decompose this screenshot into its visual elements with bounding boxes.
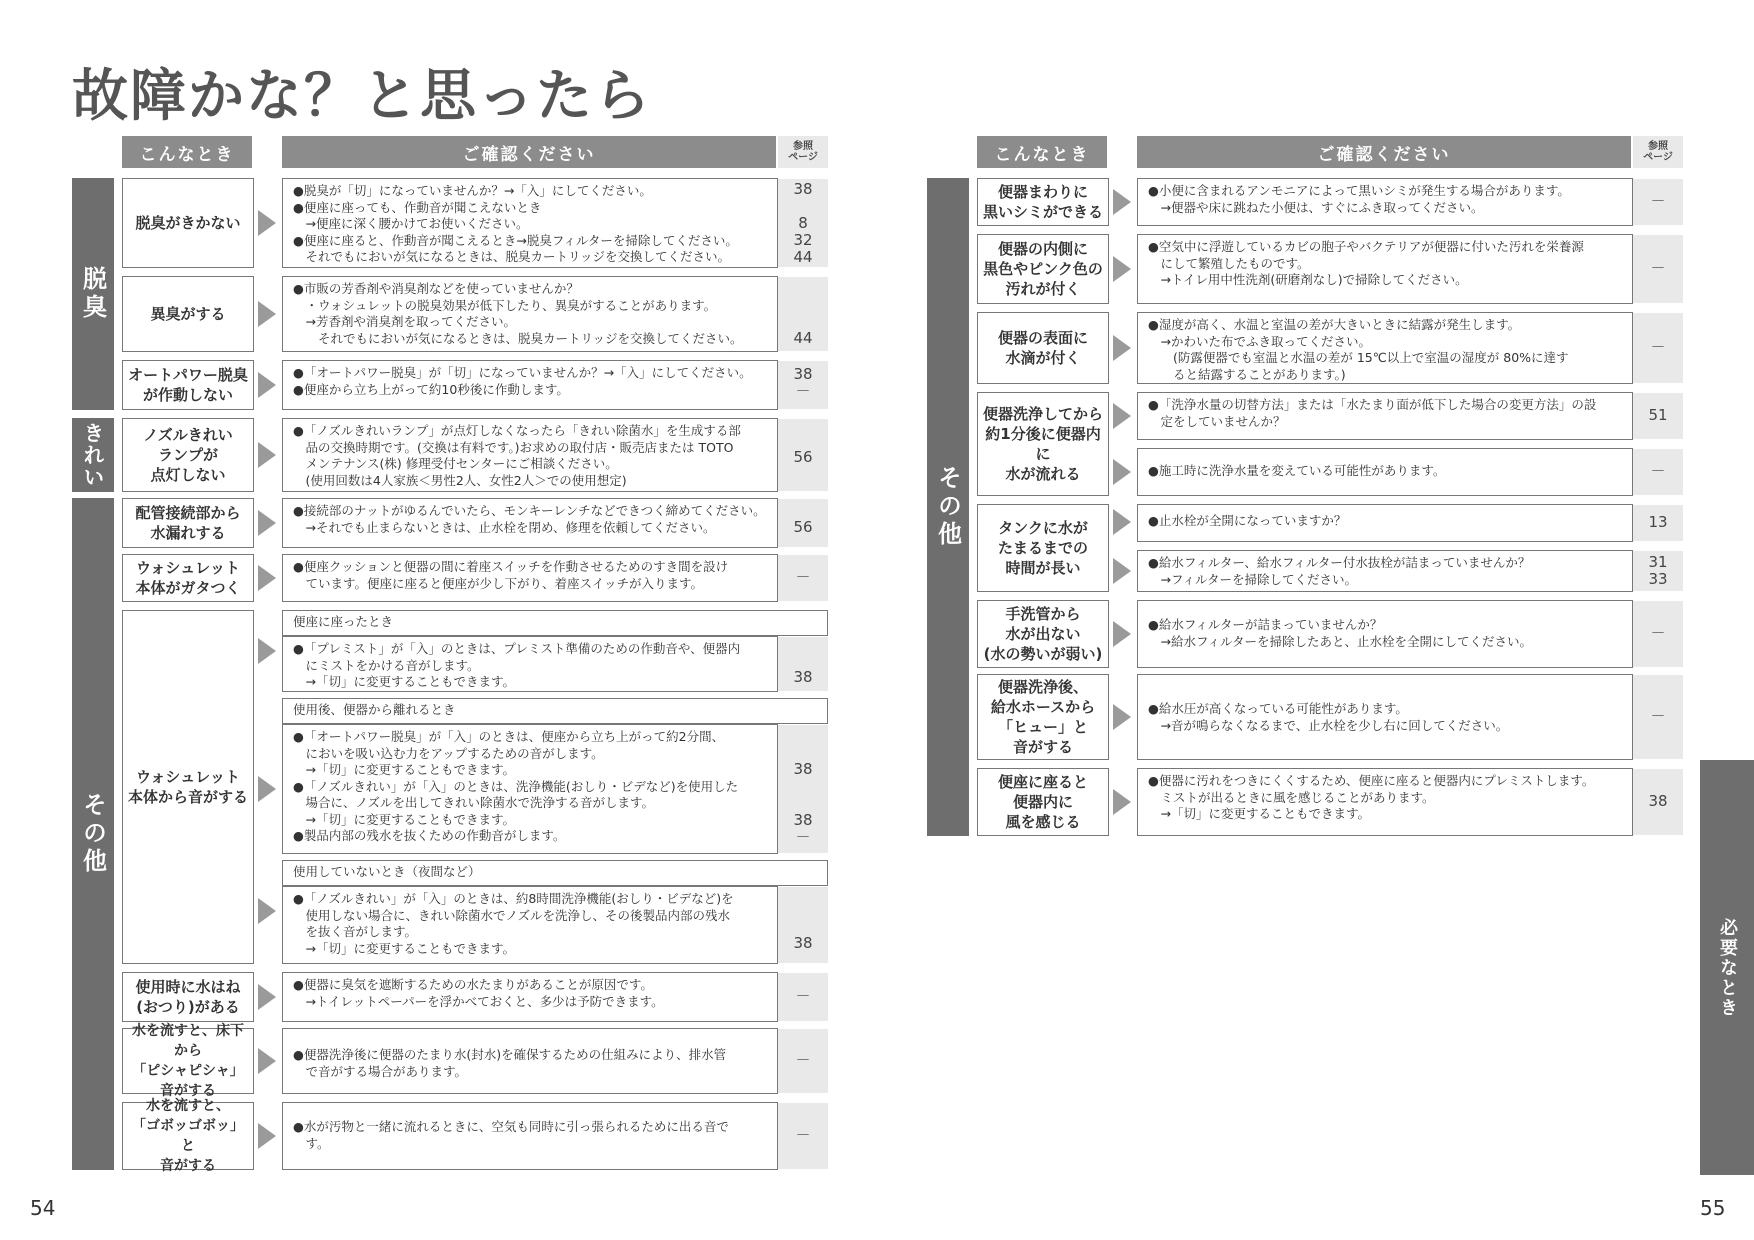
section-other-left: その他 — [72, 498, 114, 1170]
check-text: ●便座クッションと便器の間に着座スイッチを作動させるためのすき間を設け ています。便座に座ると便座が少し下がり、着座スイッチが入ります。 — [282, 554, 778, 602]
check-text: ●「ノズルきれいランプ」が点灯しなくなったら「きれい除菌水」を生成する部 品の交換時期です。(交換は有料です。)お求めの取付店・販売店または TOTO メンテナンス(株) 修理受付センターにご相談ください。 (使用回数は4人家族＜男性2人、女性2人＞での使用想定) — [282, 418, 778, 492]
ref-page: － — [1633, 179, 1683, 225]
check-text: ●便器に臭気を遮断するための水たまりがあることが原因です。 →トイレットペーパーを浮かべておくと、多少は予防できます。 — [282, 972, 778, 1022]
arrow-right-icon — [1113, 621, 1131, 647]
check-text: ●脱臭が「切」になっていませんか？→「入」にしてください。 ●便座に座っても、作動音が聞こえないとき →便座に深く腰かけてお使いください。 ●便座に座ると、作動音が聞こえるとき→脱臭フィルターを掃除してください。 それでもにおいが気になるときは、脱臭カートリッジを交換してください。 — [282, 178, 778, 268]
ref-page: 51 — [1633, 393, 1683, 439]
arrow-right-icon — [1113, 789, 1131, 815]
arrow-right-icon — [258, 1123, 276, 1149]
ref-page: 13 — [1633, 505, 1683, 541]
arrow-right-icon — [1113, 509, 1131, 535]
arrow-right-icon — [1113, 403, 1131, 429]
check-text: ●接続部のナットがゆるんでいたら、モンキーレンチなどできつく締めてください。 →それでも止まらないときは、止水栓を閉め、修理を依頼してください。 — [282, 498, 778, 548]
arrow-right-icon — [1113, 459, 1131, 485]
case-label: 異臭がする — [122, 276, 254, 352]
arrow-right-icon — [1113, 558, 1131, 584]
arrow-right-icon — [258, 372, 276, 398]
check-subheading: 使用していないとき（夜間など） — [282, 860, 828, 886]
ref-page: 38 8 32 44 — [778, 179, 828, 267]
side-tab: 必要なとき — [1700, 760, 1754, 1175]
case-label: 水を流すと、床下から 「ピシャピシャ」 音がする — [122, 1028, 254, 1094]
case-label: 使用時に水はね (おつり)がある — [122, 972, 254, 1022]
ref-page: － — [778, 973, 828, 1021]
ref-page: 38 － — [778, 361, 828, 409]
case-label: 便器洗浄後、 給水ホースから 「ヒュー」と 音がする — [977, 674, 1109, 760]
arrow-right-icon — [258, 984, 276, 1010]
ref-page: 44 — [778, 277, 828, 351]
arrow-right-icon — [258, 638, 276, 664]
page-number-right: 55 — [1700, 1196, 1726, 1220]
arrow-right-icon — [258, 898, 276, 924]
ref-page: 38 — [778, 637, 828, 691]
header-when: こんなとき — [122, 136, 252, 168]
ref-page: － — [778, 1103, 828, 1169]
case-label: 水を流すと、 「ゴボッゴボッ」と 音がする — [122, 1102, 254, 1170]
check-text: ●「プレミスト」が「入」のときは、プレミスト準備のための作動音や、便器内 にミストをかける音がします。 →「切」に変更することもできます。 — [282, 636, 778, 692]
check-text: ●「洗浄水量の切替方法」または「水たまり面が低下した場合の変更方法」の設 定をしていませんか？ — [1137, 392, 1633, 440]
arrow-right-icon — [258, 210, 276, 236]
arrow-right-icon — [258, 565, 276, 591]
arrow-right-icon — [258, 776, 276, 802]
page-title: 故障かな？と思ったら — [72, 64, 652, 129]
case-label: 便器洗浄してから 約1分後に便器内に 水が流れる — [977, 392, 1109, 496]
header-ref: 参照 ページ — [778, 136, 828, 168]
case-label: 便器の表面に 水滴が付く — [977, 312, 1109, 384]
check-text: ●市販の芳香剤や消臭剤などを使っていませんか？ ・ウォシュレットの脱臭効果が低下したり、異臭がすることがあります。 →芳香剤や消臭剤を取ってください。 それでもにおいが気になるときは、脱臭カートリッジを交換してください。 — [282, 276, 778, 352]
check-text: ●「オートパワー脱臭」が「切」になっていませんか？→「入」にしてください。 ●便座から立ち上がって約10秒後に作動します。 — [282, 360, 778, 410]
header-check: ご確認ください — [282, 136, 776, 168]
check-subheading: 使用後、便器から離れるとき — [282, 698, 828, 724]
arrow-right-icon — [258, 301, 276, 327]
check-text: ●便器に汚れをつきにくくするため、便座に座ると便器内にプレミストします。 ミストが出るときに風を感じることがあります。 →「切」に変更することもできます。 — [1137, 768, 1633, 836]
ref-page: 38 — [778, 887, 828, 963]
ref-page: 56 — [778, 499, 828, 547]
case-label: 便器の内側に 黒色やピンク色の 汚れが付く — [977, 234, 1109, 304]
header-when-right: こんなとき — [977, 136, 1107, 168]
header-ref-right: 参照 ページ — [1633, 136, 1683, 168]
ref-page: － — [778, 555, 828, 601]
check-subheading: 便座に座ったとき — [282, 610, 828, 636]
ref-page: － — [1633, 235, 1683, 303]
check-text: ●給水フィルターが詰まっていませんか？ →給水フィルターを掃除したあと、止水栓を全開にしてください。 — [1137, 600, 1633, 668]
check-text: ●給水フィルター、給水フィルター付水抜栓が詰まっていませんか？ →フィルターを掃除してください。 — [1137, 550, 1633, 592]
case-label: 便座に座ると 便器内に 風を感じる — [977, 768, 1109, 836]
ref-page: － — [1633, 313, 1683, 383]
arrow-right-icon — [1113, 189, 1131, 215]
header-check-right: ご確認ください — [1137, 136, 1631, 168]
case-label: ウォシュレット 本体がガタつく — [122, 554, 254, 602]
ref-page: 38 38 － — [778, 725, 828, 853]
section-deodorize: 脱臭 — [72, 178, 114, 410]
case-label: 配管接続部から 水漏れする — [122, 498, 254, 548]
case-label: オートパワー脱臭 が作動しない — [122, 360, 254, 410]
ref-page: － — [1633, 675, 1683, 759]
check-text: ●小便に含まれるアンモニアによって黒いシミが発生する場合があります。 →便器や床に跳ねた小便は、すぐにふき取ってください。 — [1137, 178, 1633, 226]
check-text: ●水が汚物と一緒に流れるときに、空気も同時に引っ張られるために出る音で す。 — [282, 1102, 778, 1170]
case-label: 手洗管から 水が出ない (水の勢いが弱い) — [977, 600, 1109, 668]
check-text: ●「オートパワー脱臭」が「入」のときは、便座から立ち上がって約2分間、 においを吸い込む力をアップするための音がします。 →「切」に変更することもできます。 ●「ノズルきれい」が「入」のときは、洗浄機能(おしり・ビデなど)を使用した 場合に、ノズルを出してきれい除菌水で洗浄する音がします。 →「切」に変更することもできます。 ●製品内部の残水を抜くための作動音がします。 — [282, 724, 778, 854]
check-text: ●給水圧が高くなっている可能性があります。 →音が鳴らなくなるまで、止水栓を少し右に回してください。 — [1137, 674, 1633, 760]
case-label: タンクに水が たまるまでの 時間が長い — [977, 504, 1109, 592]
check-text: ●便器洗浄後に便器のたまり水(封水)を確保するための仕組みにより、排水管 で音がする場合があります。 — [282, 1028, 778, 1094]
check-text: ●施工時に洗浄水量を変えている可能性があります。 — [1137, 448, 1633, 496]
arrow-right-icon — [1113, 335, 1131, 361]
section-clean: きれい — [72, 418, 114, 492]
case-label: ノズルきれい ランプが 点灯しない — [122, 418, 254, 492]
ref-page: 56 — [778, 419, 828, 491]
section-other-right: その他 — [927, 178, 969, 836]
page-number-left: 54 — [30, 1196, 56, 1220]
ref-page: － — [1633, 601, 1683, 667]
ref-page: － — [1633, 449, 1683, 495]
check-text: ●止水栓が全開になっていますか？ — [1137, 504, 1633, 542]
ref-page: 31 33 — [1633, 551, 1683, 591]
arrow-right-icon — [258, 510, 276, 536]
case-label: ウォシュレット 本体から音がする — [122, 610, 254, 964]
arrow-right-icon — [1113, 704, 1131, 730]
check-text: ●「ノズルきれい」が「入」のときは、約8時間洗浄機能(おしり・ビデなど)を 使用しない場合に、きれい除菌水でノズルを洗浄し、その後製品内部の残水 を抜く音がします。 →「切」に変更することもできます。 — [282, 886, 778, 964]
ref-page: 38 — [1633, 769, 1683, 835]
check-text: ●空気中に浮遊しているカビの胞子やバクテリアが便器に付いた汚れを栄養源 にして繁殖したものです。 →トイレ用中性洗剤(研磨剤なし)で掃除してください。 — [1137, 234, 1633, 304]
ref-page: － — [778, 1029, 828, 1093]
arrow-right-icon — [258, 1048, 276, 1074]
check-text: ●湿度が高く、水温と室温の差が大きいときに結露が発生します。 →かわいた布でふき取ってください。 (防露便器でも室温と水温の差が 15℃以上で室温の湿度が 80%に達す ると結露することがあります。) — [1137, 312, 1633, 384]
case-label: 便器まわりに 黒いシミができる — [977, 178, 1109, 226]
arrow-right-icon — [258, 442, 276, 468]
arrow-right-icon — [1113, 256, 1131, 282]
case-label: 脱臭がきかない — [122, 178, 254, 268]
